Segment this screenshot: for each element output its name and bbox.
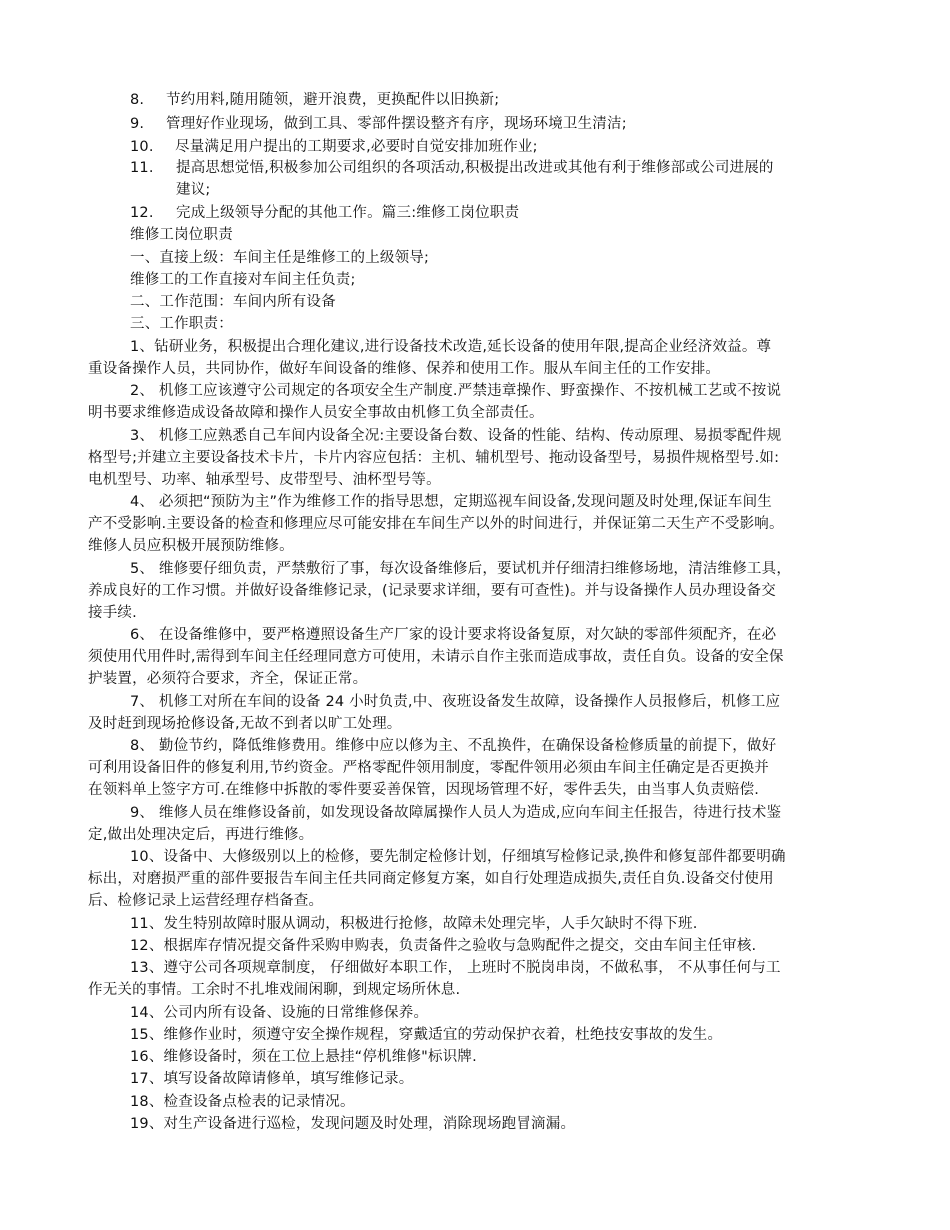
duty-line: 护装置，必须符合要求，齐全，保证正常。 — [88, 671, 368, 687]
list-number: 10. — [130, 139, 154, 155]
list-item-11 — [130, 158, 774, 178]
duty-line: 3、 机修工应熟悉自己车间内设备全况:主要设备台数、设备的性能、结构、传动原理、易损零配件规 — [130, 428, 782, 444]
duty-line: 维修人员应积极开展预防维修。 — [88, 538, 294, 554]
duty-line: 在领料单上签字方可.在维修中拆散的零件要妥善保管，因现场管理不好，零件丢失，由当事人负责赔偿. — [88, 782, 760, 798]
list-text: 管理好作业现场，做到工具、零部件摆设整齐有序，现场环境卫生清洁; — [166, 116, 627, 132]
duty-line: 明书要求维修造成设备故障和操作人员安全事故由机修工负全部责任。 — [88, 405, 544, 421]
duty-item-15: 15、维修作业时，须遵守安全操作规程，穿戴适宜的劳动保护衣着，杜绝技安事故的发生。 — [130, 1027, 723, 1043]
list-text: 节约用料,随用随领，避开浪费，更换配件以旧换新; — [166, 92, 500, 108]
duty-line: 标出，对磨损严重的部件要报告车间主任共同商定修复方案，如自行处理造成损失,责任自负.设备交付使用 — [88, 871, 774, 887]
duty-line: 9、 维修人员在维修设备前，如发现设备故障属操作人员人为造成,应向车间主任报告，待进行技术鉴 — [130, 805, 782, 821]
duty-item-14: 14、公司内所有设备、设施的日常维修保养。 — [130, 1005, 429, 1021]
duty-line: 11、发生特别故障时服从调动，积极进行抢修，故障未处理完毕，人手欠缺时不得下班. — [130, 916, 698, 932]
list-text: 提高思想觉悟,积极参加公司组织的各项活动,积极提出改进或其他有利于维修部或公司进展的 — [176, 160, 774, 176]
duty-line: 可利用设备旧件的修复利用,节约资金。严格零配件领用制度，零配件领用必须由车间主任确定是否更换并 — [88, 760, 770, 776]
duty-line: 电机型号、功率、轴承型号、皮带型号、油杯型号等。 — [88, 472, 441, 488]
duty-line: 4、 必须把“预防为主”作为维修工作的指导思想，定期巡视车间设备,发现问题及时处理,保证车间生 — [130, 494, 772, 510]
list-item-9 — [130, 114, 627, 134]
scope-line: 二、工作范围：车间内所有设备 — [130, 294, 336, 310]
list-item-10 — [130, 137, 538, 157]
responsible-line: 维修工的工作直接对车间主任负责; — [130, 272, 356, 288]
list-number: 12. — [130, 205, 154, 221]
list-number: 11. — [130, 160, 154, 176]
superior-line: 一、直接上级：车间主任是维修工的上级领导; — [130, 250, 430, 266]
duty-item-19: 19、对生产设备进行巡检，发现问题及时处理，消除现场跑冒滴漏。 — [130, 1116, 576, 1132]
duty-line: 7、 机修工对所在车间的设备 24 小时负责,中、夜班设备发生故障，设备操作人员报修后，机修工应 — [130, 694, 781, 710]
duty-item-17: 17、填写设备故障请修单，填写维修记录。 — [130, 1071, 414, 1087]
duty-line: 5、 维修要仔细负责，严禁敷衍了事，每次设备维修后，要试机并仔细清扫维修场地，清洁维修工具， — [130, 561, 792, 577]
list-number: 8. — [130, 92, 145, 108]
list-text: 完成上级领导分配的其他工作。篇三:维修工岗位职责 — [176, 205, 520, 221]
duty-line: 格型号;并建立主要设备技术卡片，卡片内容应包括：主机、辅机型号、拖动设备型号，易损件规格型号.如: — [88, 450, 780, 466]
duty-line: 养成良好的工作习惯。并做好设备维修记录，(记录要求详细，要有可查性)。并与设备操作人员办理设备交 — [88, 583, 776, 599]
duty-item-18: 18、检查设备点检表的记录情况。 — [130, 1094, 355, 1110]
duty-line: 定,做出处理决定后，再进行维修。 — [88, 827, 314, 843]
duty-line: 产不受影响.主要设备的检查和修理应尽可能安排在车间生产以外的时间进行，并保证第二天生产不受影响。 — [88, 516, 784, 532]
duty-line: 2、 机修工应该遵守公司规定的各项安全生产制度.严禁违章操作、野蛮操作、不按机械工艺或不按说 — [130, 383, 782, 399]
duty-line: 重设备操作人员，共同协作，做好车间设备的维修、保养和使用工作。服从车间主任的工作安排。 — [88, 361, 721, 377]
list-text: 尽量满足用户提出的工期要求,必要时自觉安排加班作业; — [175, 139, 538, 155]
section-title: 维修工岗位职责 — [130, 227, 233, 243]
duty-line: 1、钻研业务，积极提出合理化建议,进行设备技术改造,延长设备的使用年限,提高企业经济效益。尊 — [130, 339, 772, 355]
list-item-12 — [130, 203, 519, 223]
duty-line: 接手续. — [88, 605, 137, 621]
duty-line: 后、检修记录上运营经理存档备查。 — [88, 893, 324, 909]
duty-line: 6、 在设备维修中，要严格遵照设备生产厂家的设计要求将设备复原，对欠缺的零部件须配齐，在必 — [130, 627, 777, 643]
duty-line: 10、设备中、大修级别以上的检修，要先制定检修计划，仔细填写检修记录,换件和修复部件都要明确 — [130, 849, 786, 865]
duty-line: 作无关的事情。工余时不扎堆戏闹闲聊，到规定场所休息. — [88, 982, 461, 998]
duty-item-16: 16、维修设备时，须在工位上悬挂“停机维修"标识牌. — [130, 1049, 477, 1065]
duty-line: 须使用代用件时,需得到车间主任经理同意方可使用，未请示自作主张而造成事故，责任自负。设备的安全保 — [88, 649, 784, 665]
list-item-8 — [130, 90, 499, 110]
duties-heading: 三、工作职责： — [130, 316, 233, 332]
duty-line: 8、 勤俭节约，降低维修费用。维修中应以修为主、不乱换件，在确保设备检修质量的前提下，做好 — [130, 738, 777, 754]
duty-line: 及时赶到现场抢修设备,无故不到者以旷工处理。 — [88, 716, 402, 732]
duty-line: 13、遵守公司各项规章制度， 仔细做好本职工作， 上班时不脱岗串岗，不做私事， 不从事任何与工 — [130, 960, 781, 976]
list-item-11-continuation: 建议; — [176, 182, 211, 198]
list-number: 9. — [130, 116, 145, 132]
duty-line: 12、根据库存情况提交备件采购申购表，负责备件之验收与急购配件之提交，交由车间主任审核. — [130, 938, 757, 954]
